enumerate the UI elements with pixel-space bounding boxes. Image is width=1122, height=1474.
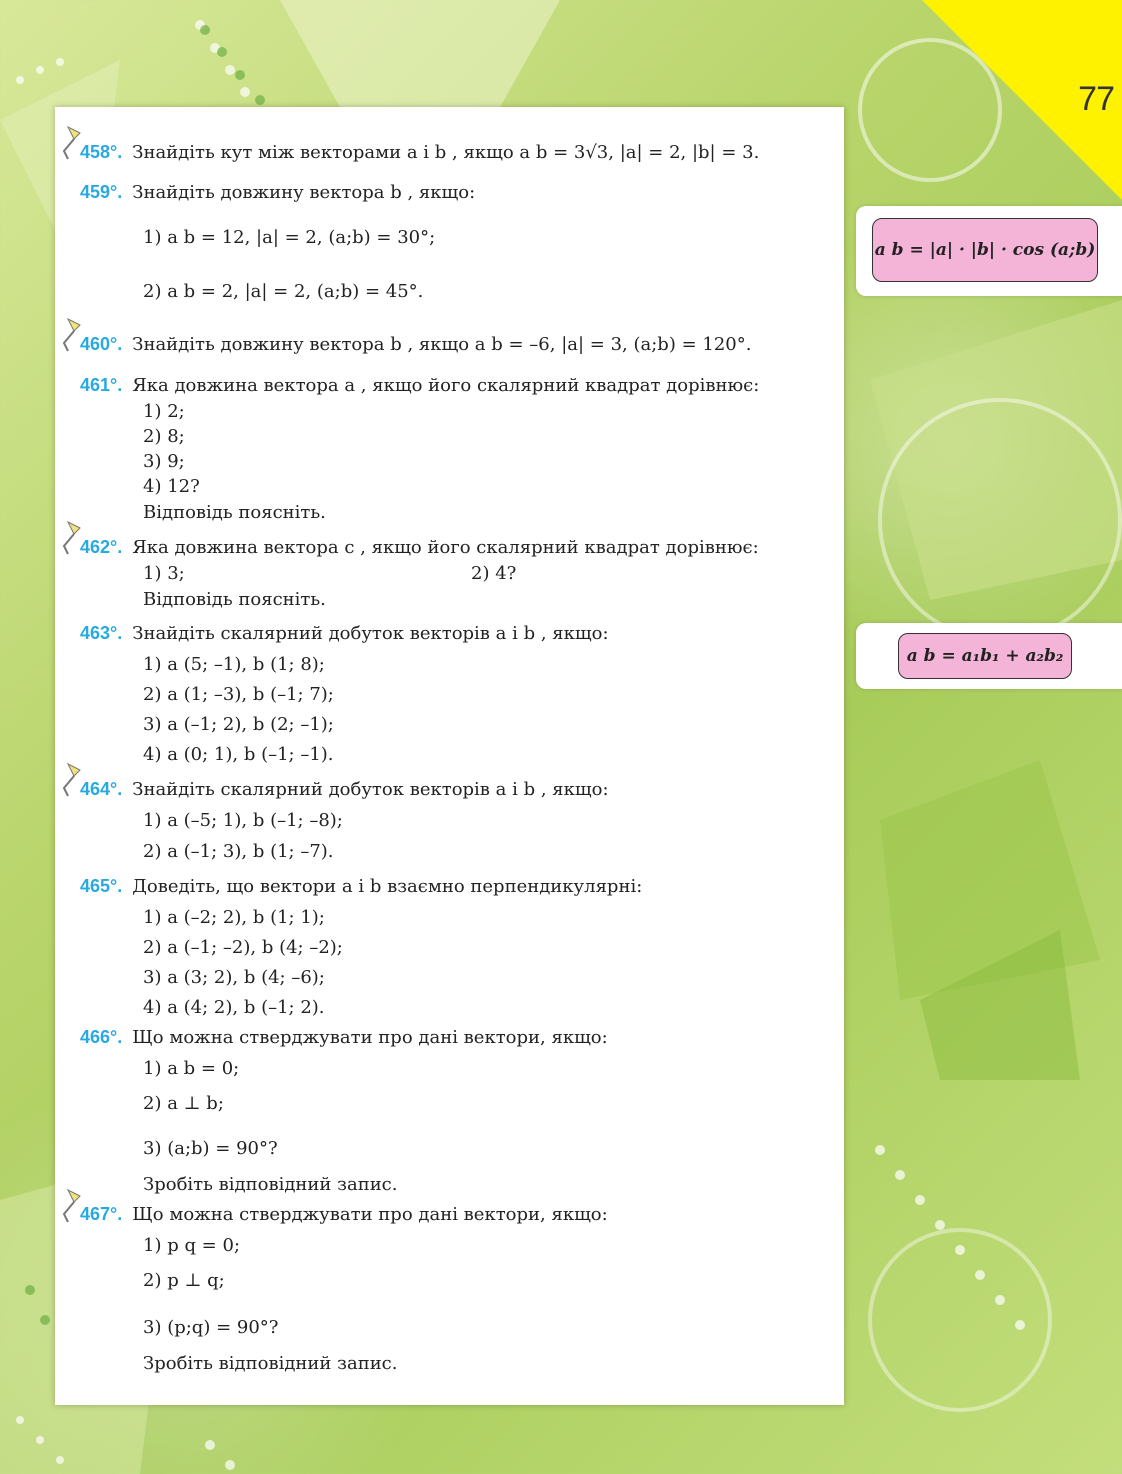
problem-number: 464°. (80, 779, 123, 799)
formula-text: a b = |a| · |b| · cos (a;b) (874, 240, 1096, 260)
problem-text: Знайдіть довжину вектора b , якщо: (132, 182, 476, 203)
formula-scalar-product-cos (872, 218, 1098, 282)
problem-number: 462°. (80, 537, 123, 557)
problem-number: 459°. (80, 182, 123, 202)
problem-item: 2) a (–1; 3), b (1; –7). (143, 841, 334, 862)
problem-number: 466°. (80, 1027, 123, 1047)
problem-item: Відповідь поясніть. (143, 589, 326, 610)
problem-467 (80, 1205, 608, 1224)
problem-item: 2) a (1; –3), b (–1; 7); (143, 684, 334, 705)
problem-458 (80, 143, 759, 162)
problem-item: 1) 2; (143, 401, 185, 422)
problem-item: 4) 12? (143, 476, 200, 497)
problem-number: 463°. (80, 623, 123, 643)
problem-number: 460°. (80, 334, 123, 354)
problem-465 (80, 877, 642, 896)
problem-item: Зробіть відповідний запис. (143, 1174, 398, 1195)
problem-text: Знайдіть кут між векторами a і b , якщо a b = 3√3, |a| = 2, |b| = 3. (132, 142, 760, 163)
formula-text: a b = a₁b₁ + a₂b₂ (906, 646, 1064, 666)
formula-scalar-product-coords (898, 633, 1072, 679)
page-number: 77 (1078, 80, 1114, 118)
problem-item: 4) a (4; 2), b (–1; 2). (143, 997, 325, 1018)
problem-460 (80, 335, 751, 354)
problem-text: Знайдіть довжину вектора b , якщо a b = –6, |a| = 3, (a;b) = 120°. (132, 334, 752, 355)
problem-item: 2) p ⊥ q; (143, 1270, 225, 1291)
problem-item: 2) a ⊥ b; (143, 1093, 224, 1114)
problem-item: 1) a b = 12, |a| = 2, (a;b) = 30°; (143, 227, 436, 248)
problem-number: 467°. (80, 1204, 123, 1224)
problem-item: 1) 3; (143, 563, 185, 584)
problem-number: 461°. (80, 375, 123, 395)
problem-text: Яка довжина вектора a , якщо його скалярний квадрат дорівнює: (132, 375, 760, 396)
problem-item: 1) a (5; –1), b (1; 8); (143, 654, 325, 675)
problem-item: 3) (a;b) = 90°? (143, 1138, 278, 1159)
problem-item: 3) a (3; 2), b (4; –6); (143, 967, 325, 988)
problem-text: Знайдіть скалярний добуток векторів a і b , якщо: (132, 779, 609, 800)
problem-item: 2) 8; (143, 426, 185, 447)
problem-item: Відповідь поясніть. (143, 502, 326, 523)
problem-text: Що можна стверджувати про дані вектори, якщо: (132, 1204, 608, 1225)
problem-item: 1) p q = 0; (143, 1235, 241, 1256)
problem-item: 4) a (0; 1), b (–1; –1). (143, 744, 334, 765)
problem-item: 1) a (–5; 1), b (–1; –8); (143, 810, 343, 831)
problem-466 (80, 1028, 608, 1047)
problem-item: 2) 4? (471, 563, 517, 584)
problem-462 (80, 538, 759, 557)
problem-text: Знайдіть скалярний добуток векторів a і b , якщо: (132, 623, 609, 644)
problem-item: Зробіть відповідний запис. (143, 1353, 398, 1374)
problem-item: 3) 9; (143, 451, 185, 472)
problem-461 (80, 376, 759, 395)
problem-item: 1) a (–2; 2), b (1; 1); (143, 907, 325, 928)
problem-text: Доведіть, що вектори a і b взаємно перпендикулярні: (132, 876, 643, 897)
problem-number: 465°. (80, 876, 123, 896)
problem-item: 3) (p;q) = 90°? (143, 1317, 279, 1338)
problem-item: 1) a b = 0; (143, 1058, 240, 1079)
problem-number: 458°. (80, 142, 123, 162)
problem-text: Що можна стверджувати про дані вектори, якщо: (132, 1027, 608, 1048)
problem-459 (80, 183, 475, 202)
problem-item: 3) a (–1; 2), b (2; –1); (143, 714, 334, 735)
problem-text: Яка довжина вектора c , якщо його скалярний квадрат дорівнює: (132, 537, 759, 558)
problem-item: 2) a b = 2, |a| = 2, (a;b) = 45°. (143, 281, 424, 302)
problem-464 (80, 780, 609, 799)
problem-463 (80, 624, 609, 643)
problem-item: 2) a (–1; –2), b (4; –2); (143, 937, 343, 958)
